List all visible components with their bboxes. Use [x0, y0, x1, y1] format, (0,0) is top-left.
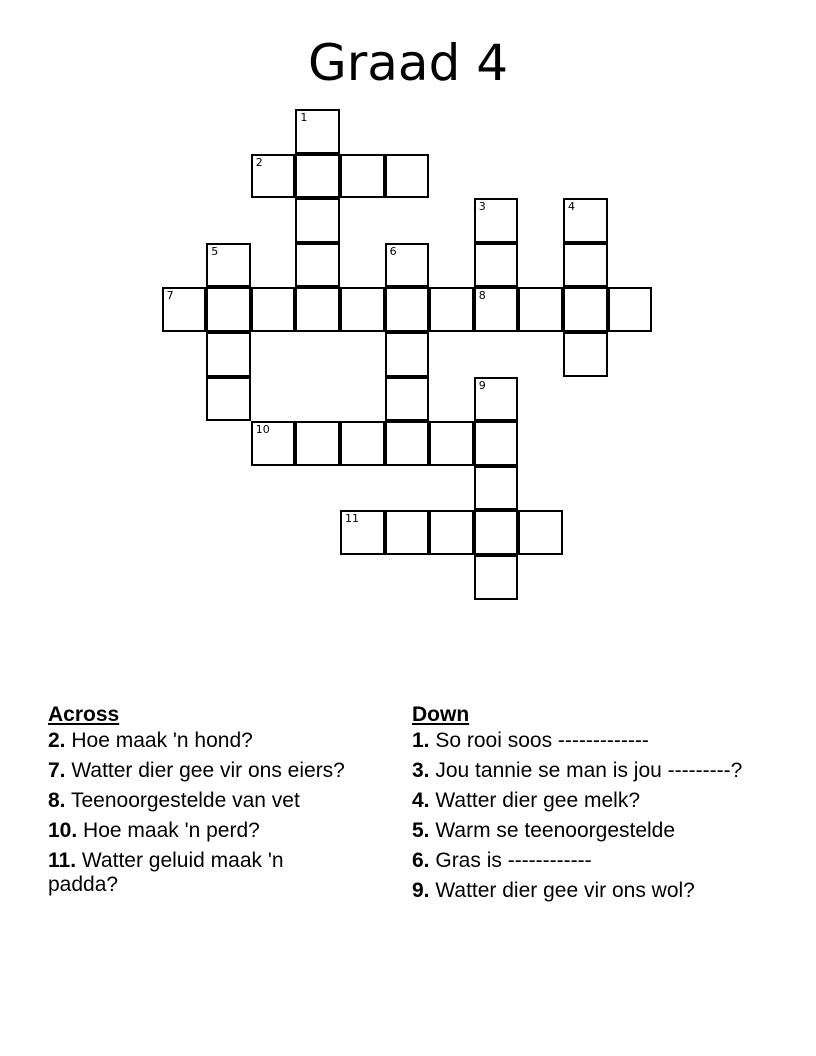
clue-text: Hoe maak 'n perd? — [83, 819, 260, 842]
grid-cell[interactable] — [518, 287, 563, 332]
grid-cell[interactable] — [206, 377, 251, 422]
grid-cell[interactable] — [295, 287, 340, 332]
down-clue — [412, 789, 752, 813]
grid-cell[interactable] — [206, 332, 251, 377]
grid-cell[interactable] — [251, 154, 296, 199]
grid-cell[interactable] — [518, 510, 563, 555]
down-clues — [412, 701, 752, 909]
grid-cell[interactable] — [474, 198, 519, 243]
clue-number: 11. — [48, 849, 77, 872]
down-clue — [412, 879, 752, 903]
grid-cell[interactable] — [251, 421, 296, 466]
grid-cell[interactable] — [608, 287, 653, 332]
down-clue — [412, 819, 752, 843]
grid-cell[interactable] — [206, 243, 251, 288]
grid-cell[interactable] — [295, 421, 340, 466]
grid-cell[interactable] — [474, 421, 519, 466]
clue-text: Warm se teenoorgestelde — [435, 819, 676, 842]
clue-number: 9. — [412, 879, 430, 902]
across-clue — [48, 849, 358, 897]
clue-number: 10. — [48, 819, 78, 842]
down-heading: Down — [412, 703, 470, 726]
cell-number: 2 — [255, 155, 263, 169]
grid-cell[interactable] — [474, 287, 519, 332]
grid-cell[interactable] — [295, 109, 340, 154]
across-clue — [48, 759, 358, 783]
cell-number: 7 — [166, 289, 174, 303]
across-clue — [48, 789, 358, 813]
down-clue — [412, 729, 752, 753]
grid-cell[interactable] — [295, 198, 340, 243]
grid-cell[interactable] — [295, 154, 340, 199]
grid-cell[interactable] — [385, 421, 430, 466]
grid-cell[interactable] — [429, 510, 474, 555]
grid-cell[interactable] — [429, 287, 474, 332]
clue-number: 3. — [412, 759, 430, 782]
grid-cell[interactable] — [429, 421, 474, 466]
across-clue — [48, 729, 358, 753]
cell-number: 6 — [389, 244, 397, 258]
grid-cell[interactable] — [340, 510, 385, 555]
clue-text: Teenoorgestelde van vet — [70, 789, 300, 812]
grid-cell[interactable] — [206, 287, 251, 332]
grid-cell[interactable] — [385, 243, 430, 288]
clue-text: Watter dier gee vir ons wol? — [435, 879, 695, 902]
clue-number: 5. — [412, 819, 430, 842]
cell-number: 4 — [568, 200, 575, 214]
down-clue — [412, 759, 752, 783]
clue-number: 1. — [412, 729, 430, 752]
clue-text: Watter dier gee vir ons eiers? — [71, 759, 345, 782]
grid-cell[interactable] — [251, 287, 296, 332]
grid-cell[interactable] — [563, 287, 608, 332]
clue-number: 7. — [48, 759, 66, 782]
grid-cell[interactable] — [474, 243, 519, 288]
grid-cell[interactable] — [162, 287, 207, 332]
across-heading: Across — [48, 703, 120, 726]
clue-number: 8. — [48, 789, 66, 812]
grid-cell[interactable] — [474, 466, 519, 511]
cell-number: 10 — [255, 423, 270, 437]
clue-text: Gras is ------------ — [435, 849, 592, 872]
clue-text: Watter dier gee melk? — [435, 789, 640, 812]
grid-cell[interactable] — [563, 198, 608, 243]
across-clue — [48, 819, 358, 843]
grid-cell[interactable] — [474, 377, 519, 422]
cell-number: 1 — [300, 111, 308, 124]
clue-text: Jou tannie se man is jou ---------? — [435, 759, 743, 782]
puzzle-title: Graad 4 — [307, 34, 509, 92]
clue-text: So rooi soos ------------- — [435, 729, 649, 752]
cell-number: 3 — [478, 200, 486, 214]
clue-number: 4. — [412, 789, 430, 812]
grid-cell[interactable] — [385, 154, 430, 199]
grid-cell[interactable] — [385, 332, 430, 377]
cell-number: 9 — [478, 378, 486, 392]
clue-text: Hoe maak 'n hond? — [71, 729, 253, 752]
grid-cell[interactable] — [563, 243, 608, 288]
grid-cell[interactable] — [340, 154, 385, 199]
grid-cell[interactable] — [474, 555, 519, 600]
grid-cell[interactable] — [385, 510, 430, 555]
grid-cell[interactable] — [563, 332, 608, 377]
clue-number: 2. — [48, 729, 66, 752]
grid-cell[interactable] — [340, 421, 385, 466]
cell-number: 8 — [478, 289, 486, 303]
cell-number: 5 — [211, 244, 219, 258]
clue-number: 6. — [412, 849, 430, 872]
grid-cell[interactable] — [295, 243, 340, 288]
across-clues — [48, 701, 358, 903]
grid-cell[interactable] — [385, 377, 430, 422]
clue-text: Watter geluid maak 'n padda? — [48, 849, 284, 896]
down-clue — [412, 849, 752, 873]
grid-cell[interactable] — [340, 287, 385, 332]
cell-number: 11 — [345, 512, 359, 526]
grid-cell[interactable] — [474, 510, 519, 555]
grid-cell[interactable] — [385, 287, 430, 332]
